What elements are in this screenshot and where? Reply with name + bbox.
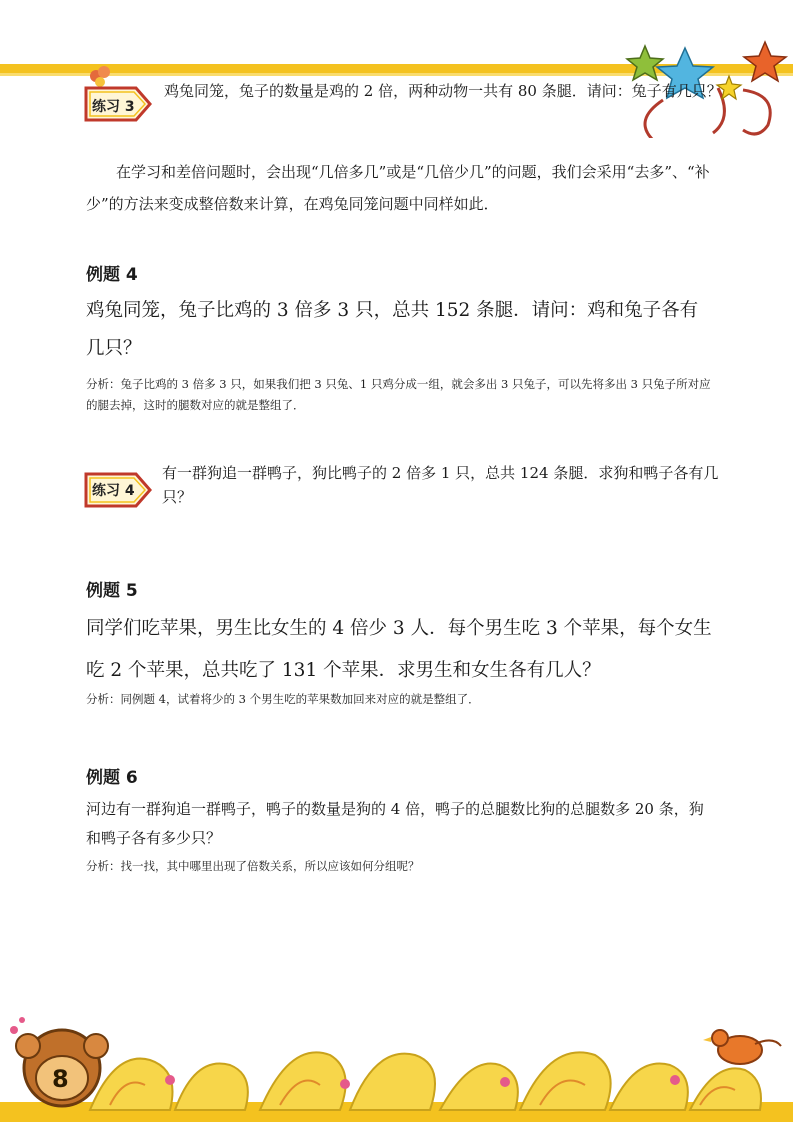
example-heading: 例题 4: [86, 265, 138, 285]
footer-decoration-icon: [0, 1010, 793, 1122]
exercise-badge-label: 练习 4: [92, 483, 135, 499]
exercise-text: 有一群狗追一群鸭子，狗比鸭子的 2 倍多 1 只，总共 124 条腿．求狗和鸭子各有几只？: [162, 464, 719, 506]
intro-paragraph: 在学习和差倍问题时，会出现“几倍多几”或是“几倍少几”的问题，我们会采用“去多”、“补少”的方法来变成整倍数来计算，在鸡兔同笼问题中同样如此．: [86, 163, 710, 213]
example-question: 同学们吃苹果，男生比女生的 4 倍少 3 人．每个男生吃 3 个苹果，每个女生吃 2 个苹果，总共吃了 131 个苹果．求男生和女生各有几人？: [86, 618, 712, 681]
example-heading: 例题 6: [86, 768, 138, 788]
bird-icon: [703, 1030, 781, 1064]
exercise-text: 鸡兔同笼，兔子的数量是鸡的 2 倍，两种动物一共有 80 条腿．请问：兔子有几只？: [164, 82, 722, 100]
example-question: 河边有一群狗追一群鸭子，鸭子的数量是狗的 4 倍，鸭子的总腿数比狗的总腿数多 20 条，狗和鸭子各有多少只？: [86, 800, 704, 847]
example-question: 鸡兔同笼，兔子比鸡的 3 倍多 3 只，总共 152 条腿．请问：鸡和兔子各有几只？: [86, 300, 699, 359]
example-heading: 例题 5: [86, 581, 138, 601]
exercise-badge-label: 练习 3: [92, 99, 135, 115]
analysis-note: 分析：兔子比鸡的 3 倍多 3 只，如果我们把 3 只兔、1 只鸡分成一组，就会多出 3 只兔子，可以先将多出 3 只兔子所对应的腿去掉，这时的腿数对应的就是整组了．: [86, 377, 711, 412]
page-number: 8: [52, 1065, 69, 1093]
analysis-note: 分析：同例题 4，试着将少的 3 个男生吃的苹果数加回来对应的就是整组了．: [86, 692, 480, 706]
analysis-note: 分析：找一找，其中哪里出现了倍数关系，所以应该如何分组呢？: [86, 859, 420, 873]
